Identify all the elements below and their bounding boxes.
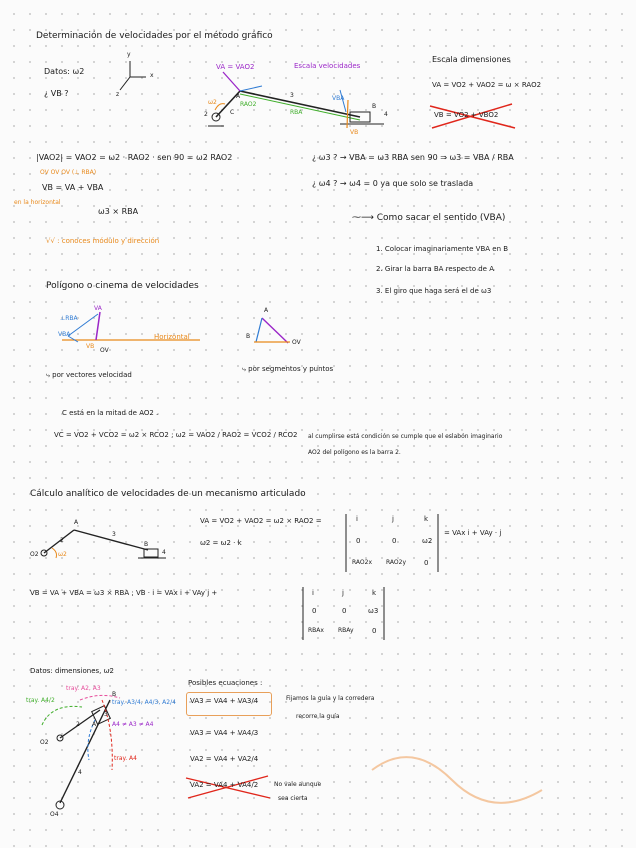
g-4: 4 [78,769,82,776]
calculo-title: Cálculo analítico de velocidades de un mecanismo articulado [30,489,306,499]
horizontal-label: Horizontal [154,333,190,341]
s1-question: ¿ VB ? [44,89,69,98]
m-4: 4 [162,549,166,556]
lbl-A: A [236,93,241,100]
m1-cell: RAO2x [352,559,373,566]
lbl-3: 3 [290,92,294,99]
p-rba: ⊥RBA [60,315,78,322]
eq-vc: VC = VO2 + VCO2 = ω2 × RCO2 ; ω2 = VAO2 / RAO2 = VCO2 / RCO2 [54,431,298,439]
caption-segmentos: ⤷ por segmentos y puntos [242,365,334,373]
q-w3: ¿ ω3 ? → VBA = ω3 RBA sen 90 ⇒ ω3 = VBA / RBA [312,153,514,162]
g-3: 3 [104,711,108,718]
eq-vao2: |VAO2| = VAO2 = ω2 · RAO2 · sen 90 = ω2 RAO2 [36,153,233,162]
axes-sketch [120,61,146,90]
p-vba: VBA [58,331,71,338]
note-modulo: √√ : conoces módulo y dirección [46,237,160,245]
eq-w3-rba: ω3 × RBA [98,207,139,216]
va-label: VA = VAO2 [216,63,255,71]
lbl-C: C [230,109,235,116]
m1-cell: 0 [356,537,361,545]
como-sacar: ⁓⟶ Como sacar el sentido (VBA) [352,213,506,223]
s1-datos: Datos: ω2 [44,67,85,76]
polygon-segments [254,318,290,343]
eq-vb: VB = VA + VBA [42,183,104,192]
m2-cell: ω3 [368,607,379,615]
ov-marks: OV OV OV (⊥ RBA) [40,169,97,176]
escala-dimensiones: Escala dimensiones [432,55,511,64]
m1-cell: j [392,515,394,523]
g-A: A [92,721,97,728]
g-O2: O2 [40,739,49,746]
axis-y: y [127,51,131,58]
eq-e2: VA3 = VA4 + VA4/3 [190,729,259,737]
tray-a2a3: tray. A2, A3 [66,685,101,692]
m2-cell: 0 [312,607,317,615]
eq-vb-crossed: VB = VO2 + VBO2 [434,111,499,119]
m-B: B [144,541,149,548]
q-w4: ¿ ω4 ? → ω4 = 0 ya que solo se traslada [312,179,474,188]
step-1: 1. Colocar imaginariamente VBA en B [376,245,509,253]
axis-z: z [116,91,120,98]
p2-a: A [264,307,269,314]
e1-note2: recorre la guía [296,713,340,720]
m-2: 2 [60,537,64,544]
m1-cell: 0 [424,559,429,567]
eq-e1: VA3 = VA4 + VA3/4 [190,697,259,705]
note-cumplirse: al cumplirse está condición se cumple que el eslabón imaginario [308,433,503,440]
tray-neq: A4 ≠ A3 ≠ A4 [112,721,154,728]
m-A: A [74,519,79,526]
p-vb: VB [86,343,95,350]
escala-velocidades: Escala velocidades [294,62,361,70]
tray-a4-2: tray. A4/2 [26,697,55,704]
m-w: ω2 [58,551,67,558]
lbl-w2: ω2 [208,99,217,106]
eq-e4: VA2 = VA4 + VA4/2 [190,781,259,789]
m-o2: O2 [30,551,39,558]
m2-cell: i [312,589,314,597]
e4-note2: sea cierta [278,795,308,802]
step-3: 3. El giro que haga será el de ω3 [376,287,492,295]
e4-note1: No vale aunque [274,781,322,788]
step-2: 2. Girar la barra BA respecto de A [376,265,494,273]
m1-cell: 0 [392,537,397,545]
mechanism-sketch [208,72,384,128]
posibles: Posibles ecuaciones : [188,679,263,687]
g-2: 2 [76,721,80,728]
poligono-title: Polígono o cinema de velocidades [46,281,199,291]
lbl-2: 2 [204,111,208,118]
e1-note1: Fijamos la guía y la corredera [286,695,375,702]
eq-vb-analytic: VB = VA + VBA = ω3 × RBA ; VB · i = VAx i + VAy j + [30,589,218,597]
tray-a4: tray. A4 [114,755,137,762]
p2-b: B [246,333,251,340]
m2-cell: 0 [372,627,377,635]
eq-w2: ω2 = ω2 · k [200,539,242,547]
eq-va-analytic: VA = VO2 + VAO2 = ω2 × RAO2 = [200,517,322,525]
lbl-vba: VBA [332,95,345,102]
en-la-horizontal: en la horizontal [14,199,61,206]
eq-e3: VA2 = VA4 + VA2/4 [190,755,259,763]
m2-cell: 0 [342,607,347,615]
lbl-rba: RBA [290,109,303,116]
axis-x: x [150,72,154,79]
tray-a3-4: tray. A3/4, A4/3, A2/4 [112,699,176,706]
m1-cell: k [424,515,429,523]
matrix-brackets [303,514,438,640]
p-va: VA [94,305,102,312]
decorative-curve [372,757,542,803]
lbl-vb: VB [350,129,359,136]
g-O4: O4 [50,811,59,818]
s6-datos: Datos: dimensiones, ω2 [30,667,114,675]
lbl-B: B [372,103,377,110]
m1-cell: RAO2y [386,559,407,566]
m2-cell: j [342,589,344,597]
eq-result: = VAx i + VAy · j [444,529,502,537]
caption-vectores: ⤷ por vectores velocidad [46,371,132,379]
guide-mechanism [42,695,120,809]
m2-cell: RBAx [308,627,324,634]
m1-cell: ω2 [422,537,433,545]
g-B: B [112,691,117,698]
note-barra2: AO2 del polígono es la barra 2. [308,449,401,456]
s1-title: Determinación de velocidades por el método gráfico [36,31,273,41]
m2-cell: k [372,589,377,597]
eq-va: VA = VO2 + VAO2 = ω × RAO2 [432,81,542,89]
p-ov: OV [100,347,109,354]
m1-cell: i [356,515,358,523]
c-mitad: C está en la mitad de AO2 . [62,409,159,417]
m-3: 3 [112,531,116,538]
lbl-4: 4 [384,111,388,118]
m2-cell: RBAy [338,627,354,634]
p2-ov: OV [292,339,301,346]
lbl-rao2: RAO2 [240,101,257,108]
